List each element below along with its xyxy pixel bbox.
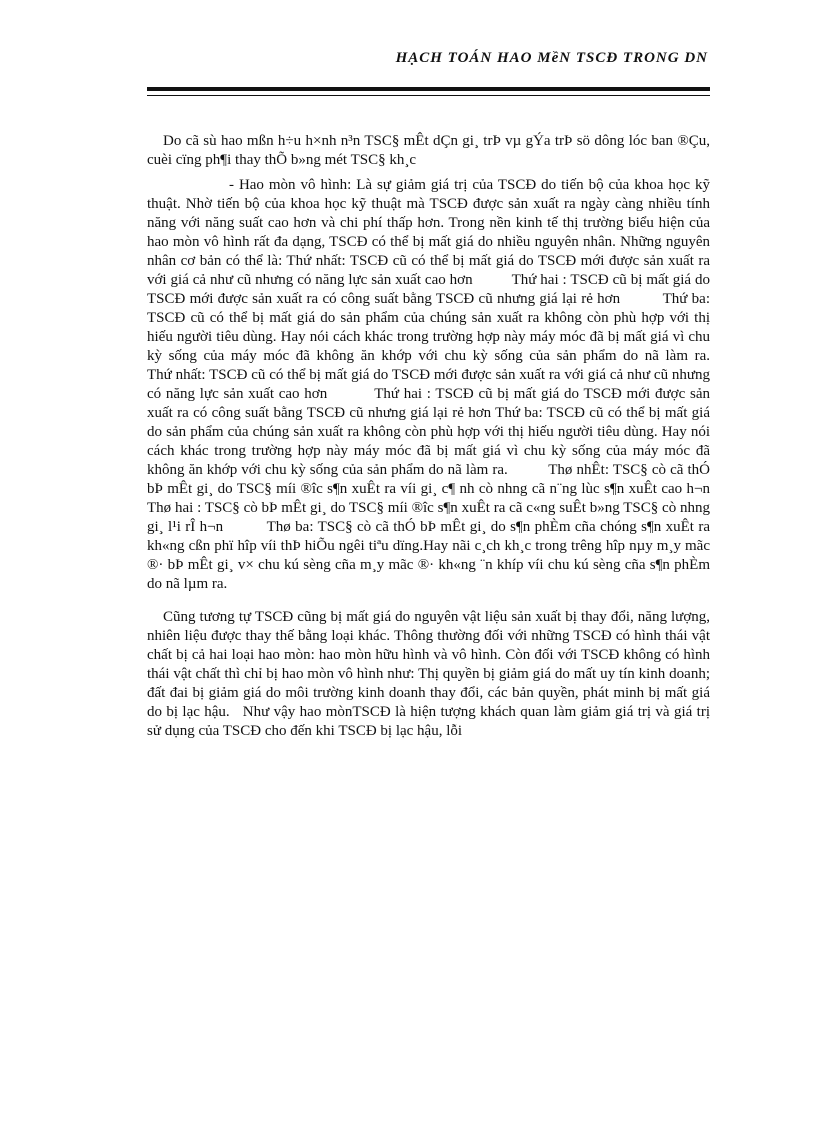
document-body	[147, 132, 748, 741]
page-header-title: HẠCH TOÁN HAO MềN TSCĐ TRONG DN	[395, 50, 708, 66]
header-rule-thin	[147, 95, 710, 96]
header-rule-thick	[147, 87, 710, 91]
paragraph-hao-mon-vo-hinh: - Hao mòn vô hình: Là sự giảm giá trị của TSCĐ do tiến bộ của khoa học kỹ thuật. Nhờ tiến bộ của khoa học kỹ thuật mà TSCĐ được sản xuất ra ngày càng nhiều tính năng với năng suất cao hơn và chi phí thấp hơn. Trong nền kinh tế thị trường biểu hiện của hao mòn vô hình rất đa dạng, TSCĐ có thể bị mất giá do nhiều nguyên nhân. Những nguyên nhân cơ bản có thể là: Thứ nhất: TSCĐ cũ có thể bị mất giá do TSCĐ mới được sản xuất ra với giá cả như cũ nhưng có năng lực sản xuất cao hơn Thứ hai : TSCĐ cũ bị mất giá do TSCĐ mới được sản xuất ra có công suất bằng TSCĐ cũ nhưng giá lại rẻ hơn Thứ ba: TSCĐ cũ có thể bị mất giá do sản phẩm của chúng sản xuất ra không còn phù hợp với thị hiếu người tiêu dùng. Hay nói cách khác trong trường hợp này máy móc đã bị mất giá vì chu kỳ sống của máy móc đã không ăn khớp với chu kỳ sống của sản phẩm do nã làm ra. Thứ nhất: TSCĐ cũ có thể bị mất giá do TSCĐ mới được sản xuất ra với giá cả như cũ nhưng có năng lực sản xuất cao hơn Thứ hai : TSCĐ cũ bị mất giá do TSCĐ mới được sản xuất ra có công suất bằng TSCĐ cũ nhưng giá lại rẻ hơn Thứ ba: TSCĐ cũ có thể bị mất giá do sản phẩm của chúng sản xuất ra không còn phù hợp với thị hiếu người tiêu dùng. Hay nói cách khác trong trường hợp này máy móc đã bị mất giá vì chu kỳ sống của máy móc đã không ăn khớp với chu kỳ sống của sản phẩm do nã làm ra. Thø nhÊt: TSC§ cò cã thÓ bÞ mÊt gi¸ do TSC§ míi ®îc s¶n xuÊt ra víi gi¸ c¶ nh cò nhng cã n¨ng lùc s¶n xuÊt cao h¬n Thø hai : TSC§ cò bÞ mÊt gi¸ do TSC§ míi ®îc s¶n xuÊt ra cã c«ng suÊt b»ng TSC§ cò nhng gi¸ l¹i rÎ h¬n Thø ba: TSC§ cò cã thÓ bÞ mÊt gi¸ do s¶n phÈm cña chóng s¶n xuÊt ra kh«ng cßn phï hîp víi thÞ hiÕu ngêi tiªu dïng.Hay nãi c¸ch kh¸c trong trêng hîp nµy m¸y mãc ®· bÞ mÊt gi¸ v× chu kú sèng cña m¸y mãc ®· kh«ng ¨n khíp víi chu kú sèng cña s¶n phÈm do nã lµm ra.	[147, 177, 748, 592]
paragraph-intro: Do cã sù hao mßn h÷u h×nh n³n TSC§ mÊt dÇn gi¸ trÞ vµ gÝa trÞ sö dông lóc ban ®Çu, cuèi cïng ph¶i thay thÕ b»ng mét TSC§ kh¸c	[147, 133, 714, 168]
paragraph-tuong-tu: Cũng tương tự TSCĐ cũng bị mất giá do nguyên vật liệu sản xuất bị thay đổi, năng lượng, nhiên liệu được thay thế bằng loại khác. Thông thường đối với những TSCĐ có hình thái vật chất bị cả hai loại hao mòn: hao mòn hữu hình và vô hình. Còn đối với TSCĐ không có hình thái vật chất thì chỉ bị hao mòn vô hình như: Thị quyền bị giảm giá do mất uy tín kinh doanh; đất đai bị giảm giá do môi trường kinh doanh thay đổi, các bản quyền, phát minh bị mất giá do bị lạc hậu. Như vậy hao mònTSCĐ là hiện tượng khách quan làm giảm giá trị và giá trị sử dụng của TSCĐ cho đến khi TSCĐ bị lạc hậu, lỗi	[147, 609, 714, 739]
